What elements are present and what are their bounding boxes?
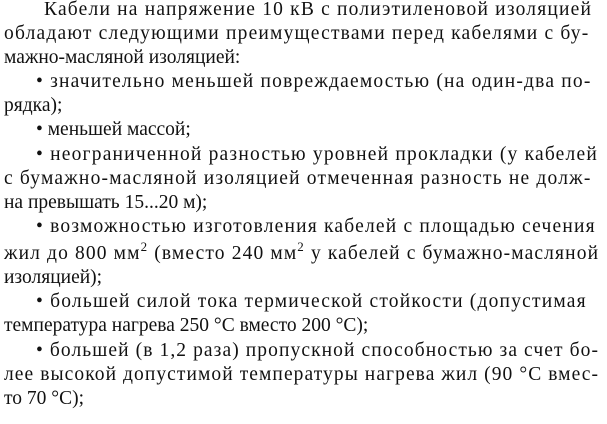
list-item-5-line-1: • большей силой тока термической стойкости (допустимая (36, 291, 587, 312)
list-item-6-line-2: лее высокой допустимой температуры нагрева жил (90 °С вмес- (4, 364, 600, 385)
list-item-6-line-3: то 70 °С); (4, 388, 84, 409)
intro-line-2: обладают следующими преимуществами перед кабелями с бу- (4, 23, 590, 44)
list-item-5-line-2: температура нагрева 250 °С вместо 200 °С); (4, 315, 369, 336)
line-text: (вместо 240 мм (148, 243, 298, 264)
line-text: у кабелей с бумажно-масляной (304, 243, 600, 264)
superscript: 2 (297, 239, 305, 254)
list-item-3-line-2: с бумажно-масляной изоляцией отмеченная разность не долж- (4, 168, 592, 189)
list-item-2-line-1: • меньшей массой; (36, 119, 191, 140)
list-item-6-line-1: • большей (в 1,2 раза) пропускной способностью за счет бо- (36, 340, 600, 361)
list-item-3-line-3: на превышать 15...20 м); (4, 192, 208, 213)
list-item-4-line-1: • возможностью изготовления кабелей с площадью сечения (36, 216, 596, 237)
list-item-4-line-2 (4, 239, 600, 266)
list-item-1-line-1: • значительно меньшей повреждаемостью (на один-два по- (36, 71, 592, 92)
superscript: 2 (140, 239, 149, 254)
intro-line-3: мажно-масляной изоляцией: (4, 47, 241, 68)
list-item-4-line-3: изоляцией); (4, 267, 103, 288)
list-item-1-line-2: рядка); (4, 95, 63, 116)
intro-line-1: Кабели на напряжение 10 кВ с полиэтиленовой изоляцией (44, 0, 593, 20)
line-text: жил до 800 мм (4, 243, 141, 264)
list-item-3-line-1: • неограниченной разностью уровней прокладки (у кабелей (36, 144, 598, 165)
